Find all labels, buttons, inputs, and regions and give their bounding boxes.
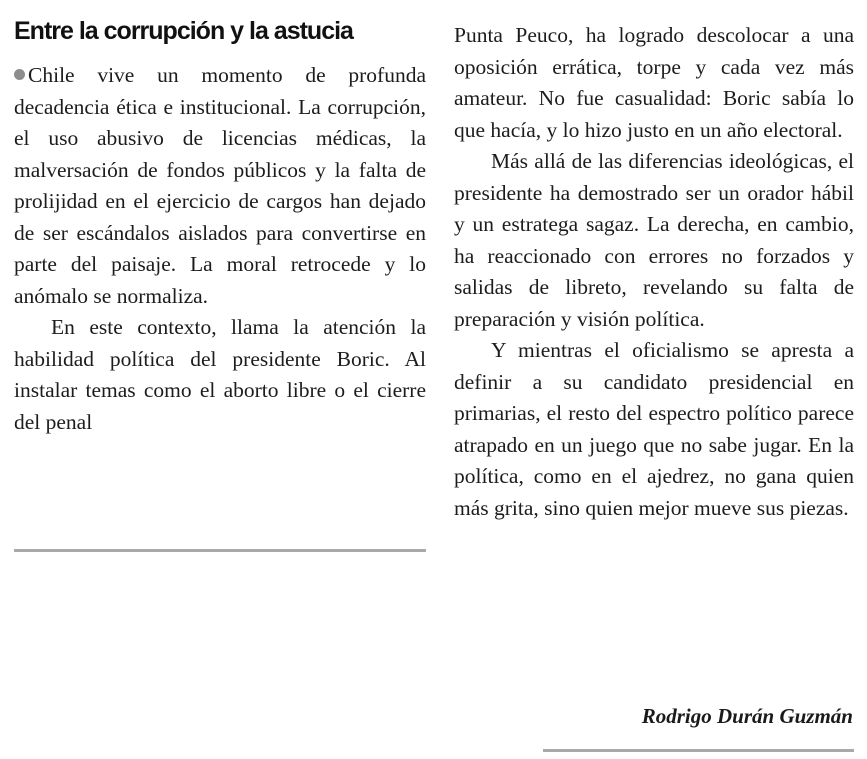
bullet-icon <box>14 69 25 80</box>
left-column-divider <box>14 549 426 552</box>
paragraph-4: Y mientras el oficialismo se apresta a definir a su candidato presidencial en primarias, el resto del espectro político parece atrapado en un juego que no sabe jugar. En la política, como en el ajedrez, no gana quien más grita, sino quien mejor mueve sus piezas. <box>454 338 854 520</box>
right-column <box>454 20 854 524</box>
left-column <box>14 60 426 438</box>
paragraph-1 <box>14 60 426 312</box>
paragraph-2: En este contexto, llama la atención la habilidad política del presidente Boric. Al instalar temas como el aborto libre o el cierre del penal <box>14 315 426 434</box>
author-signature: Rodrigo Durán Guzmán <box>641 704 853 728</box>
paragraph-1-text: Chile vive un momento de profunda decadencia ética e institucional. La corrupción, el uso abusivo de licencias médicas, la malversación de fondos públicos y la falta de prolijidad en el ejercicio de cargos han dejado de ser escándalos aislados para convertirse en parte del paisaje. La moral retrocede y lo anómalo se normaliza. <box>14 63 426 308</box>
article-headline: Entre la corrupción y la astucia <box>14 17 353 45</box>
paragraph-2-continued: Punta Peuco, ha logrado descolocar a una oposición errática, torpe y cada vez más amateur. No fue casualidad: Boric sabía lo que hacía, y lo hizo justo en un año electoral. <box>454 23 854 142</box>
right-column-divider <box>543 749 854 752</box>
paragraph-3: Más allá de las diferencias ideológicas, el presidente ha demostrado ser un orador hábil y un estratega sagaz. La derecha, en cambio, ha reaccionado con errores no forzados y salidas de libreto, revelando su falta de preparación y visión política. <box>454 149 854 331</box>
